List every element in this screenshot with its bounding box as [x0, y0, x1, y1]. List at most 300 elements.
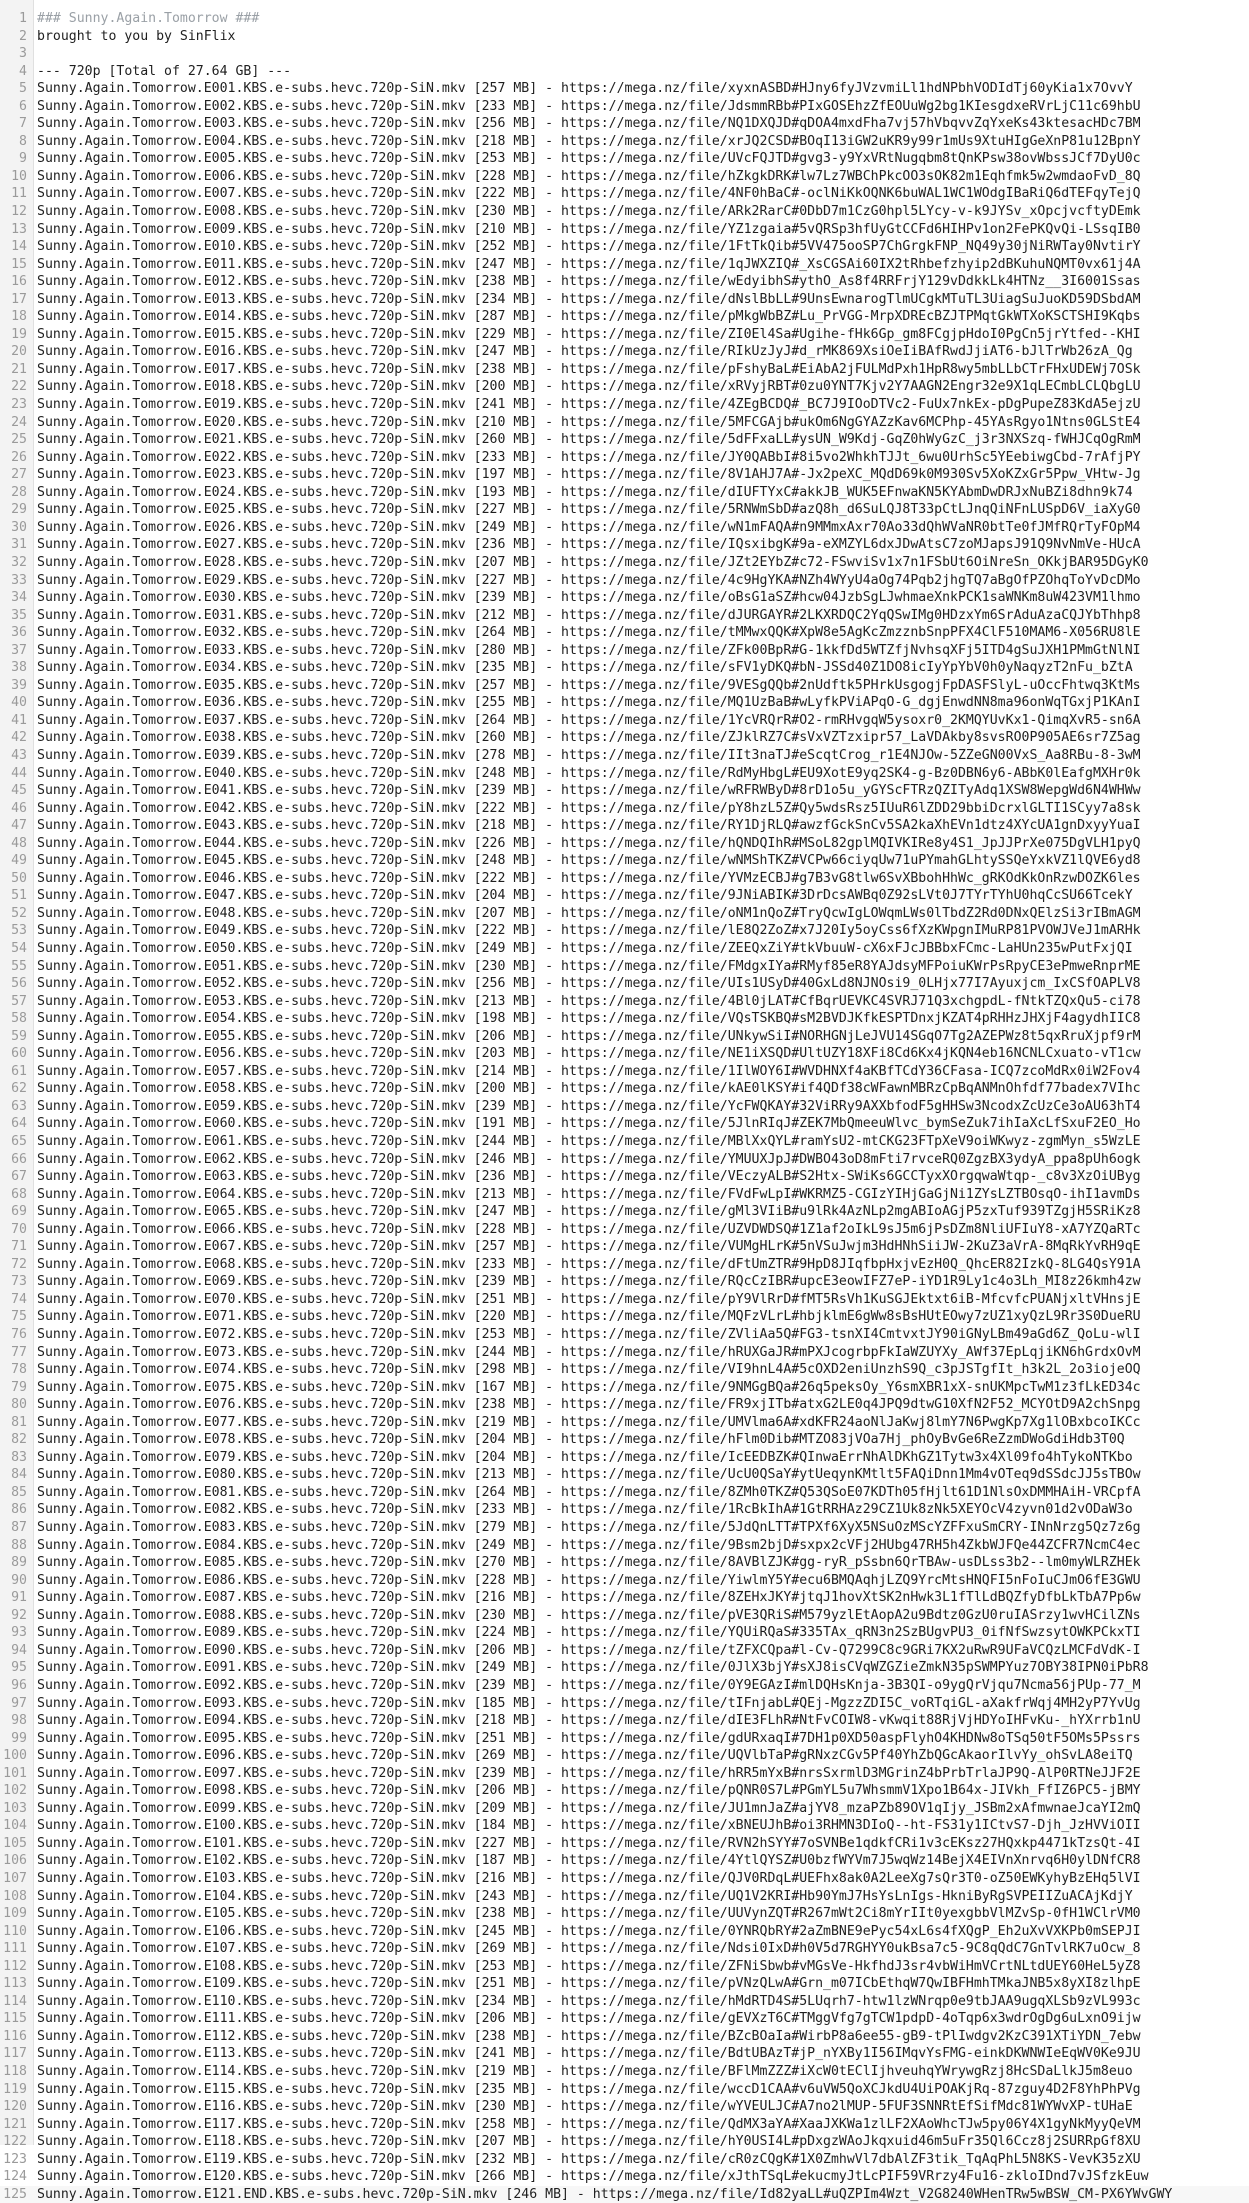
file-entry-line[interactable] [0, 1133, 1249, 1151]
line-text: Sunny.Again.Tomorrow.E013.KBS.e-subs.hevc.720p-SiN.mkv [234 MB] - https://mega.nz/file/dNslBbLL#9UnsEwnarogTlmUCgkMTuTL3UiagSuJuoKD59DSbdAM [37, 291, 1141, 307]
file-entry-line[interactable] [0, 519, 1249, 537]
file-entry-line[interactable] [0, 1256, 1249, 1274]
file-entry-line[interactable] [0, 343, 1249, 361]
file-entry-line[interactable] [0, 203, 1249, 221]
line-number: 100 [3, 1748, 27, 1764]
file-entry-line[interactable] [0, 1659, 1249, 1677]
line-text: Sunny.Again.Tomorrow.E097.KBS.e-subs.hevc.720p-SiN.mkv [239 MB] - https://mega.nz/file/hRR5mYxB#nrsSxrmlD3MGrinZ4bPrbTrlaJP9Q-AlP0RTNeJJF2E [37, 1765, 1141, 1781]
line-text: Sunny.Again.Tomorrow.E012.KBS.e-subs.hevc.720p-SiN.mkv [238 MB] - https://mega.nz/file/wEdyibhS#ythO_As8f4RRFrjY129vDdkkLk4HTNz__3I6001Ssas [37, 274, 1141, 290]
file-entry-line[interactable] [0, 2045, 1249, 2063]
line-number: 34 [11, 590, 27, 606]
line-text: Sunny.Again.Tomorrow.E093.KBS.e-subs.hevc.720p-SiN.mkv [185 MB] - https://mega.nz/file/tIFnjabL#QEj-MgzzZDI5C_voRTqiGL-aXakfrWqj4MH2yP7YvUg [37, 1695, 1141, 1711]
line-text: ### Sunny.Again.Tomorrow ### [37, 11, 260, 26]
file-entry-line[interactable] [0, 1537, 1249, 1555]
file-entry-line[interactable] [0, 1045, 1249, 1063]
line-number: 117 [3, 2046, 27, 2062]
line-number: 80 [11, 1397, 27, 1413]
file-entry-line[interactable] [0, 1607, 1249, 1625]
file-entry-line[interactable] [0, 1554, 1249, 1572]
file-entry-line[interactable] [0, 747, 1249, 765]
file-entry-line[interactable] [0, 782, 1249, 800]
line-number: 105 [3, 1835, 27, 1851]
file-entry-line[interactable] [0, 1326, 1249, 1344]
line-number: 86 [11, 1502, 27, 1518]
line-number: 48 [11, 835, 27, 851]
file-entry-line[interactable] [0, 1923, 1249, 1941]
header-line[interactable] [0, 45, 1249, 63]
line-text [33, 45, 1249, 63]
line-number: 63 [11, 1098, 27, 1114]
file-entry-line[interactable] [0, 1344, 1249, 1362]
line-text: Sunny.Again.Tomorrow.E021.KBS.e-subs.hevc.720p-SiN.mkv [260 MB] - https://mega.nz/file/5dFFxaLL#ysUN_W9Kdj-GqZ0hWyGzC_j3r3NXSzq-fWHJCqOgRmM [37, 432, 1141, 448]
line-number: 44 [11, 765, 27, 781]
file-entry-line[interactable] [0, 1431, 1249, 1449]
file-entry-line[interactable] [0, 414, 1249, 432]
line-text: Sunny.Again.Tomorrow.E050.KBS.e-subs.hevc.720p-SiN.mkv [249 MB] - https://mega.nz/file/ZEEQxZiY#tkVbuuW-cX6xFJcJBBbxFCmc-LaHUn235wPutFxjQI [37, 940, 1133, 956]
line-number: 5 [19, 81, 27, 97]
line-text: Sunny.Again.Tomorrow.E101.KBS.e-subs.hevc.720p-SiN.mkv [227 MB] - https://mega.nz/file/RVN2hSYY#7oSVNBe1qdkfCRi1v3cEKsz27HQxkp4471kTzsQt-4I [37, 1835, 1141, 1851]
line-number: 91 [11, 1590, 27, 1606]
line-text: Sunny.Again.Tomorrow.E114.KBS.e-subs.hevc.720p-SiN.mkv [219 MB] - https://mega.nz/file/BFlMmZZZ#iXcW0tEClIjhveuhqYWrywgRzj8HcSDaLlkJ5m8euo [37, 2063, 1133, 2079]
line-number: 94 [11, 1642, 27, 1658]
file-entry-line[interactable] [0, 98, 1249, 116]
file-entry-line[interactable] [0, 1484, 1249, 1502]
file-entry-line[interactable] [0, 1888, 1249, 1906]
header-line[interactable] [0, 28, 1249, 46]
file-entry-line[interactable] [0, 2098, 1249, 2116]
line-number: 79 [11, 1379, 27, 1395]
file-entry-line[interactable] [0, 2116, 1249, 2134]
line-number: 62 [11, 1081, 27, 1097]
line-text: Sunny.Again.Tomorrow.E029.KBS.e-subs.hevc.720p-SiN.mkv [227 MB] - https://mega.nz/file/4c9HgYKA#NZh4WYyU4aOg74Pqb2jhgTQ7aBgOfPZOhqToYvDcDMo [37, 572, 1141, 588]
file-entry-line[interactable] [0, 1449, 1249, 1467]
file-entry-line[interactable] [0, 2133, 1249, 2151]
line-number: 9 [19, 151, 27, 167]
line-text: Sunny.Again.Tomorrow.E066.KBS.e-subs.hevc.720p-SiN.mkv [228 MB] - https://mega.nz/file/UZVDWDSQ#1Z1af2oIkL9sJ5m6jPsDZm8NliUFIuY8-xA7YZQaRTc [37, 1221, 1141, 1237]
line-number: 85 [11, 1484, 27, 1500]
file-entry-line[interactable] [0, 624, 1249, 642]
line-number: 115 [3, 2011, 27, 2027]
line-text: Sunny.Again.Tomorrow.E060.KBS.e-subs.hevc.720p-SiN.mkv [191 MB] - https://mega.nz/file/5JlnRIqJ#ZEK7MbQmeeuWlvc_bymSeZuk7ihIaXcLfSxuF2EO_Ho [37, 1116, 1141, 1132]
line-text: Sunny.Again.Tomorrow.E108.KBS.e-subs.hevc.720p-SiN.mkv [253 MB] - https://mega.nz/file/ZFNiSbwb#vMGsVe-HkfhdJ3sr4vbWiHmVCrtNLtdUEY60HeL5yZ8 [37, 1958, 1141, 1974]
line-text: Sunny.Again.Tomorrow.E003.KBS.e-subs.hevc.720p-SiN.mkv [256 MB] - https://mega.nz/file/NQ1DXQJD#qDOA4mxdFha7vj57hVbqvvZqYxeKs43ktesacHDc7BM [37, 116, 1141, 132]
line-number: 6 [19, 98, 27, 114]
header-line[interactable] [0, 10, 1249, 28]
line-number: 111 [3, 1941, 27, 1957]
file-entry-line[interactable] [0, 1852, 1249, 1870]
line-text: Sunny.Again.Tomorrow.E115.KBS.e-subs.hevc.720p-SiN.mkv [235 MB] - https://mega.nz/file/wccD1CAA#v6uVW5QoXCJkdU4UiPOAKjRq-87zguy4D2F8YhPhPVg [37, 2081, 1141, 2097]
line-text: Sunny.Again.Tomorrow.E022.KBS.e-subs.hevc.720p-SiN.mkv [233 MB] - https://mega.nz/file/JY0QABbI#8i5vo2WhkhTJJt_6wu0UrhSc5YEebiwgCbd-7rAfjPY [37, 449, 1141, 465]
file-entry-line[interactable] [0, 1958, 1249, 1976]
line-text: Sunny.Again.Tomorrow.E118.KBS.e-subs.hevc.720p-SiN.mkv [207 MB] - https://mega.nz/file/hY0USI4L#pDxgzWAoJkqxuid46m5uFr35Ql6Ccz8j2SURRpGf8XU [37, 2134, 1141, 2150]
line-text: Sunny.Again.Tomorrow.E058.KBS.e-subs.hevc.720p-SiN.mkv [200 MB] - https://mega.nz/file/kAE0lKSY#if4QDf38cWFawnMBRzCpBqANMnOhfdf77badex7VIhc [37, 1081, 1141, 1097]
line-text: Sunny.Again.Tomorrow.E044.KBS.e-subs.hevc.720p-SiN.mkv [226 MB] - https://mega.nz/file/hQNDQIhR#MSoL82gplMQIVKIRe8y4S1_JpJJPrXe075DgVLH1pyQ [37, 835, 1141, 851]
file-entry-line[interactable] [0, 2186, 1249, 2203]
header-line[interactable] [0, 63, 1249, 81]
file-entry-line[interactable] [0, 712, 1249, 730]
line-text: Sunny.Again.Tomorrow.E102.KBS.e-subs.hevc.720p-SiN.mkv [187 MB] - https://mega.nz/file/4YtlQYSZ#U0bzfWYVm7J5wqWz14BejX4EIVnXnrvq6H0ylDNfCR8 [37, 1853, 1141, 1869]
file-entry-line[interactable] [0, 1080, 1249, 1098]
file-entry-line[interactable] [0, 115, 1249, 133]
line-text: Sunny.Again.Tomorrow.E111.KBS.e-subs.hevc.720p-SiN.mkv [206 MB] - https://mega.nz/file/gEVXzT6C#TMggVfg7gTCW1pdpD-4oTqp6x3wdrOgDg6uLxnO9ijw [37, 2011, 1141, 2027]
file-entry-line[interactable] [0, 1221, 1249, 1239]
line-text: Sunny.Again.Tomorrow.E113.KBS.e-subs.hevc.720p-SiN.mkv [241 MB] - https://mega.nz/file/BdtUBAzT#jP_nYXBy1I56IMqvYsFMG-einkDKWNWIeEqWV0Ke9JU [37, 2046, 1141, 2062]
line-text: Sunny.Again.Tomorrow.E119.KBS.e-subs.hevc.720p-SiN.mkv [232 MB] - https://mega.nz/file/cR0zCQgK#1X0ZmhwVl7dbAlZF3tik_TqAqPhL5N8KS-VevK35zXU [37, 2151, 1141, 2167]
line-text: Sunny.Again.Tomorrow.E107.KBS.e-subs.hevc.720p-SiN.mkv [269 MB] - https://mega.nz/file/Ndsi0IxD#h0V5d7RGHYY0ukBsa7c5-9C8qQdC7GnTvlRK7uOcw_8 [37, 1941, 1141, 1957]
file-entry-line[interactable] [0, 361, 1249, 379]
line-number: 4 [19, 63, 27, 79]
line-text: Sunny.Again.Tomorrow.E051.KBS.e-subs.hevc.720p-SiN.mkv [230 MB] - https://mega.nz/file/FMdgxIYa#RMyf85eR8YAJdsyMFPoiuKWrPsRpyCE3ePmweRnprME [37, 958, 1141, 974]
file-entry-line[interactable] [0, 150, 1249, 168]
line-text: Sunny.Again.Tomorrow.E011.KBS.e-subs.hevc.720p-SiN.mkv [247 MB] - https://mega.nz/file/1qJWXZIQ#_XsCGSAi60IX2tRhbefzhyip2dBKuhuNQMT0vx61j4A [37, 256, 1141, 272]
line-text: Sunny.Again.Tomorrow.E063.KBS.e-subs.hevc.720p-SiN.mkv [236 MB] - https://mega.nz/file/VEczyALB#S2Htx-SWiKs6GCCTyxXOrgqwaWtqp-_c8v3XzOiUByg [37, 1169, 1141, 1185]
line-number: 50 [11, 870, 27, 886]
file-entry-line[interactable] [0, 1379, 1249, 1397]
line-text: Sunny.Again.Tomorrow.E020.KBS.e-subs.hevc.720p-SiN.mkv [210 MB] - https://mega.nz/file/5MFCGAjb#ukOm6NgGYAZzKav6MCPhp-45YAsRgyo1Ntns0GLStE4 [37, 414, 1141, 430]
line-number: 97 [11, 1695, 27, 1711]
file-entry-line[interactable] [0, 168, 1249, 186]
line-text: Sunny.Again.Tomorrow.E068.KBS.e-subs.hevc.720p-SiN.mkv [233 MB] - https://mega.nz/file/dFtUmZTR#9HpD8JIqfbpHxjvEzH0Q_QhcER82IzkQ-8LG4QsY91A [37, 1256, 1141, 1272]
line-text: Sunny.Again.Tomorrow.E045.KBS.e-subs.hevc.720p-SiN.mkv [248 MB] - https://mega.nz/file/wNMShTKZ#VCPw66ciyqUw71uPYmahGLhtySSQeYxkVZ1lQVE6yd8 [37, 853, 1141, 869]
editor-lines [0, 10, 1249, 2203]
file-entry-line[interactable] [0, 905, 1249, 923]
file-entry-line[interactable] [0, 2151, 1249, 2169]
file-entry-line[interactable] [0, 2010, 1249, 2028]
file-entry-line[interactable] [0, 1273, 1249, 1291]
line-number: 77 [11, 1344, 27, 1360]
line-text: Sunny.Again.Tomorrow.E074.KBS.e-subs.hevc.720p-SiN.mkv [298 MB] - https://mega.nz/file/VI9hnL4A#5cOXD2eniUnzhS9Q_c3pJSTgfIt_h3k2L_2o3iojeOQ [37, 1362, 1141, 1378]
file-entry-line[interactable] [0, 256, 1249, 274]
file-entry-line[interactable] [0, 1782, 1249, 1800]
file-entry-line[interactable] [0, 870, 1249, 888]
line-text: Sunny.Again.Tomorrow.E054.KBS.e-subs.hevc.720p-SiN.mkv [198 MB] - https://mega.nz/file/VQsTSKBQ#sM2BVDJKfkESPTDnxjKZAT4pRHHzJHXjF4agydhIIC8 [37, 1011, 1141, 1027]
line-number: 88 [11, 1537, 27, 1553]
line-number: 38 [11, 660, 27, 676]
file-entry-line[interactable] [0, 1695, 1249, 1713]
file-entry-line[interactable] [0, 449, 1249, 467]
file-entry-line[interactable] [0, 1817, 1249, 1835]
file-entry-line[interactable] [0, 729, 1249, 747]
file-entry-line[interactable] [0, 378, 1249, 396]
line-text: Sunny.Again.Tomorrow.E024.KBS.e-subs.hevc.720p-SiN.mkv [193 MB] - https://mega.nz/file/dIUFTYxC#akkJB_WUK5EFnwaKN5KYAbmDwDRJxNuBZi8dhn9k74 [37, 484, 1133, 500]
line-number: 56 [11, 976, 27, 992]
file-entry-line[interactable] [0, 1800, 1249, 1818]
file-entry-line[interactable] [0, 1414, 1249, 1432]
line-number: 66 [11, 1151, 27, 1167]
file-entry-line[interactable] [0, 1870, 1249, 1888]
line-number: 121 [3, 2116, 27, 2132]
file-entry-line[interactable] [0, 1466, 1249, 1484]
line-text: Sunny.Again.Tomorrow.E080.KBS.e-subs.hevc.720p-SiN.mkv [213 MB] - https://mega.nz/file/UcU0QSaY#ytUeqynKMtlt5FAQiDnn1Mm4vOTeq9dSSdcJJ5sTBOw [37, 1467, 1141, 1483]
line-text: Sunny.Again.Tomorrow.E096.KBS.e-subs.hevc.720p-SiN.mkv [269 MB] - https://mega.nz/file/UQVlbTaP#gRNxzCGv5Pf40YhZbQGcAkaorIlvYy_ohSvLA8eiTQ [37, 1748, 1133, 1764]
file-entry-line[interactable] [0, 940, 1249, 958]
file-entry-line[interactable] [0, 589, 1249, 607]
file-entry-line[interactable] [0, 396, 1249, 414]
line-text: Sunny.Again.Tomorrow.E087.KBS.e-subs.hevc.720p-SiN.mkv [216 MB] - https://mega.nz/file/8ZEHxJKY#jtqJ1hovXtSK2nHwk3L1fTlLdBQZfyDfbLkTbA7Pp6w [37, 1590, 1141, 1606]
file-entry-line[interactable] [0, 958, 1249, 976]
line-number: 55 [11, 958, 27, 974]
file-entry-line[interactable] [0, 1642, 1249, 1660]
line-text: Sunny.Again.Tomorrow.E103.KBS.e-subs.hevc.720p-SiN.mkv [216 MB] - https://mega.nz/file/QJV0RDqL#UEFhx8ak0A2LeeXg7sQr3T0-oZ50EWKyhyBzEHq5lVI [37, 1870, 1141, 1886]
file-entry-line[interactable] [0, 536, 1249, 554]
line-text: Sunny.Again.Tomorrow.E073.KBS.e-subs.hevc.720p-SiN.mkv [244 MB] - https://mega.nz/file/hRUXGaJR#mPXJcogrbpFkIaWZUYXy_AWf37EpLqjiKN6hGrdxOvM [37, 1344, 1141, 1360]
line-number: 46 [11, 800, 27, 816]
line-number: 106 [3, 1853, 27, 1869]
file-entry-line[interactable] [0, 2028, 1249, 2046]
file-entry-line[interactable] [0, 554, 1249, 572]
file-entry-line[interactable] [0, 1308, 1249, 1326]
file-entry-line[interactable] [0, 2063, 1249, 2081]
line-number: 41 [11, 712, 27, 728]
line-number: 107 [3, 1870, 27, 1886]
file-entry-line[interactable] [0, 1168, 1249, 1186]
file-entry-line[interactable] [0, 484, 1249, 502]
file-entry-line[interactable] [0, 1975, 1249, 1993]
line-text: Sunny.Again.Tomorrow.E019.KBS.e-subs.hevc.720p-SiN.mkv [241 MB] - https://mega.nz/file/4ZEgBCDQ#_BC7J9IOoDTVc2-FuUx7nkEx-pDgPupeZ83KdA5ejzU [37, 397, 1141, 413]
file-entry-line[interactable] [0, 1028, 1249, 1046]
line-number: 60 [11, 1046, 27, 1062]
file-entry-line[interactable] [0, 765, 1249, 783]
line-number: 123 [3, 2151, 27, 2167]
file-entry-line[interactable] [0, 1905, 1249, 1923]
file-entry-line[interactable] [0, 1151, 1249, 1169]
file-entry-line[interactable] [0, 1747, 1249, 1765]
line-text: Sunny.Again.Tomorrow.E014.KBS.e-subs.hevc.720p-SiN.mkv [287 MB] - https://mega.nz/file/pMkgWbBZ#Lu_PrVGG-MrpXDREcBZJTPMqtGkWTXoKSCTSHI9Kqbs [37, 309, 1141, 325]
file-entry-line[interactable] [0, 1361, 1249, 1379]
line-text: Sunny.Again.Tomorrow.E015.KBS.e-subs.hevc.720p-SiN.mkv [229 MB] - https://mega.nz/file/ZI0El4Sa#Ugihe-fHk6Gp_gm8FCgjpHdoI0PgCn5jrYtfed--KHI [37, 326, 1141, 342]
line-number: 31 [11, 537, 27, 553]
file-entry-line[interactable] [0, 1010, 1249, 1028]
line-text: Sunny.Again.Tomorrow.E008.KBS.e-subs.hevc.720p-SiN.mkv [230 MB] - https://mega.nz/file/ARk2RarC#0DbD7m1CzG0hpl5LYcy-v-k9JYSv_xOpcjvcftyDEmk [37, 204, 1141, 220]
line-number: 74 [11, 1291, 27, 1307]
file-entry-line[interactable] [0, 326, 1249, 344]
file-entry-line[interactable] [0, 922, 1249, 940]
file-entry-line[interactable] [0, 1765, 1249, 1783]
line-text: Sunny.Again.Tomorrow.E064.KBS.e-subs.hevc.720p-SiN.mkv [213 MB] - https://mega.nz/file/FVdFwLpI#WKRMZ5-CGIzYIHjGaGjNi1ZYsLZTBOsqO-ihI1avmDs [37, 1186, 1141, 1202]
line-text: Sunny.Again.Tomorrow.E071.KBS.e-subs.hevc.720p-SiN.mkv [220 MB] - https://mega.nz/file/MQFzVLrL#hbjklmE6gWw8sBsHUtEOwy7zUZ1xyQzL9Rr3S0DueRU [37, 1309, 1141, 1325]
line-number: 87 [11, 1520, 27, 1536]
line-number: 49 [11, 853, 27, 869]
line-number: 26 [11, 449, 27, 465]
line-text: Sunny.Again.Tomorrow.E053.KBS.e-subs.hevc.720p-SiN.mkv [213 MB] - https://mega.nz/file/4Bl0jLAT#CfBqrUEVKC4SVRJ71Q3xchgpdL-fNtkTZQxQu5-ci78 [37, 993, 1141, 1009]
file-entry-line[interactable] [0, 1835, 1249, 1853]
line-text: Sunny.Again.Tomorrow.E079.KBS.e-subs.hevc.720p-SiN.mkv [204 MB] - https://mega.nz/file/IcEEDBZK#QInwaErrNhAlDKhGZ1Tytw3x4Xl09fo4hTykoNTKbo [37, 1449, 1133, 1465]
line-number: 14 [11, 239, 27, 255]
line-number: 67 [11, 1169, 27, 1185]
line-number: 81 [11, 1414, 27, 1430]
line-number: 101 [3, 1765, 27, 1781]
line-text: Sunny.Again.Tomorrow.E048.KBS.e-subs.hevc.720p-SiN.mkv [207 MB] - https://mega.nz/file/oNM1nQoZ#TryQcwIgLOWqmLWs0lTbdZ2Rd0DNxQElzSi3rIBmAGM [37, 905, 1141, 921]
line-text: Sunny.Again.Tomorrow.E005.KBS.e-subs.hevc.720p-SiN.mkv [253 MB] - https://mega.nz/file/UVcFQJTD#gvg3-y9YxVRtNugqbm8tQnKPsw38ovWbssJCf7DyU0c [37, 151, 1141, 167]
line-number: 84 [11, 1467, 27, 1483]
line-number: 71 [11, 1239, 27, 1255]
line-number: 82 [11, 1432, 27, 1448]
line-text: Sunny.Again.Tomorrow.E034.KBS.e-subs.hevc.720p-SiN.mkv [235 MB] - https://mega.nz/file/sFV1yDKQ#bN-JSSd40Z1DO8icIyYpYbV0h0yNaqyzT2nFu_bZtA [37, 660, 1133, 676]
line-number: 30 [11, 519, 27, 535]
file-entry-line[interactable] [0, 1572, 1249, 1590]
file-entry-line[interactable] [0, 1501, 1249, 1519]
file-entry-line[interactable] [0, 800, 1249, 818]
file-entry-line[interactable] [0, 1186, 1249, 1204]
file-entry-line[interactable] [0, 1203, 1249, 1221]
file-entry-line[interactable] [0, 431, 1249, 449]
file-entry-line[interactable] [0, 677, 1249, 695]
file-entry-line[interactable] [0, 817, 1249, 835]
line-text: Sunny.Again.Tomorrow.E110.KBS.e-subs.hevc.720p-SiN.mkv [234 MB] - https://mega.nz/file/hMdRTD4S#5LUqrh7-htw1lzWNrqp0e9tbJAA9ugqXLSb9zVL993c [37, 1993, 1141, 2009]
file-entry-line[interactable] [0, 501, 1249, 519]
line-text: Sunny.Again.Tomorrow.E009.KBS.e-subs.hevc.720p-SiN.mkv [210 MB] - https://mega.nz/file/YZ1zgaia#5vQRSp3hfUyGtCCFd6HIHPv1on2FePKQvQi-LSsqIB0 [37, 221, 1141, 237]
line-text: Sunny.Again.Tomorrow.E120.KBS.e-subs.hevc.720p-SiN.mkv [266 MB] - https://mega.nz/file/xJthTSqL#ekucmyJtLcPIF59VRrzy4Fu16-zkloIDnd7vJSfzkEuw [37, 2169, 1149, 2185]
line-number: 52 [11, 905, 27, 921]
line-number: 104 [3, 1818, 27, 1834]
line-text: Sunny.Again.Tomorrow.E055.KBS.e-subs.hevc.720p-SiN.mkv [206 MB] - https://mega.nz/file/UNkywSiI#NORHGNjLeJVU14SGqO7Tg2AZEPWz8t5qxRruXjpf9rM [37, 1028, 1141, 1044]
file-entry-line[interactable] [0, 1993, 1249, 2011]
line-number: 69 [11, 1204, 27, 1220]
line-number: 90 [11, 1572, 27, 1588]
file-entry-line[interactable] [0, 1624, 1249, 1642]
file-entry-line[interactable] [0, 1519, 1249, 1537]
line-text: Sunny.Again.Tomorrow.E100.KBS.e-subs.hevc.720p-SiN.mkv [184 MB] - https://mega.nz/file/xBNEUJhB#oi3RHMN3DIoQ--ht-FS31y1ICtvS7-Djh_JzHVViOII [37, 1818, 1141, 1834]
line-text: Sunny.Again.Tomorrow.E025.KBS.e-subs.hevc.720p-SiN.mkv [227 MB] - https://mega.nz/file/5RNWmSbD#azQ8h_d6SuLQJ8T33pCtLJnqQiNFnLUSpD6V_iaXyG0 [37, 502, 1141, 518]
line-number: 92 [11, 1607, 27, 1623]
file-entry-line[interactable] [0, 572, 1249, 590]
file-entry-line[interactable] [0, 887, 1249, 905]
line-number: 19 [11, 326, 27, 342]
line-number: 47 [11, 818, 27, 834]
line-number: 73 [11, 1274, 27, 1290]
line-number: 96 [11, 1677, 27, 1693]
file-entry-line[interactable] [0, 694, 1249, 712]
line-text: Sunny.Again.Tomorrow.E033.KBS.e-subs.hevc.720p-SiN.mkv [280 MB] - https://mega.nz/file/ZFk00BpR#G-1kkfDd5WTZfjNvhsqXFj5ITD4gSuJXH1PMmGtNlNI [37, 642, 1141, 658]
line-text: Sunny.Again.Tomorrow.E075.KBS.e-subs.hevc.720p-SiN.mkv [167 MB] - https://mega.nz/file/9NMGgBQa#26q5peksOy_Y6smXBR1xX-snUKMpcTwM1z3fLkED34c [37, 1379, 1141, 1395]
file-entry-line[interactable] [0, 466, 1249, 484]
line-number: 59 [11, 1028, 27, 1044]
line-text: Sunny.Again.Tomorrow.E086.KBS.e-subs.hevc.720p-SiN.mkv [228 MB] - https://mega.nz/file/YiwlmY5Y#ecu6BMQAqhjLZQ9YrcMtsHNQFI5nFoIuCJmO6fE3GWU [37, 1572, 1141, 1588]
line-number: 27 [11, 467, 27, 483]
line-number: 93 [11, 1625, 27, 1641]
line-text: Sunny.Again.Tomorrow.E112.KBS.e-subs.hevc.720p-SiN.mkv [238 MB] - https://mega.nz/file/BZcBOaIa#WirbP8a6ee55-gB9-tPlIwdgv2KzC391XTiYDN_7ebw [37, 2028, 1141, 2044]
file-entry-line[interactable] [0, 659, 1249, 677]
line-number: 70 [11, 1221, 27, 1237]
file-entry-line[interactable] [0, 607, 1249, 625]
line-text: Sunny.Again.Tomorrow.E091.KBS.e-subs.hevc.720p-SiN.mkv [249 MB] - https://mega.nz/file/0JlX3bjY#sXJ8isCVqWZGZieZmkN35pSWMPYuz7OBY38IPN0iPbR8 [37, 1660, 1149, 1676]
file-entry-line[interactable] [0, 2168, 1249, 2186]
file-entry-line[interactable] [0, 291, 1249, 309]
line-number: 13 [11, 221, 27, 237]
line-text: Sunny.Again.Tomorrow.E046.KBS.e-subs.hevc.720p-SiN.mkv [222 MB] - https://mega.nz/file/YVMzECBJ#g7B3vG8tlw6SvXBbohHhWc_gRKOdKkOnRzwDOZK6les [37, 870, 1141, 886]
file-entry-line[interactable] [0, 238, 1249, 256]
line-number: 12 [11, 204, 27, 220]
file-entry-line[interactable] [0, 1677, 1249, 1695]
file-entry-line[interactable] [0, 221, 1249, 239]
line-number: 51 [11, 888, 27, 904]
line-text: brought to you by SinFlix [37, 28, 236, 44]
line-number: 83 [11, 1449, 27, 1465]
line-text: Sunny.Again.Tomorrow.E072.KBS.e-subs.hevc.720p-SiN.mkv [253 MB] - https://mega.nz/file/ZVliAa5Q#FG3-tsnXI4CmtvxtJY90iGNyLBm49aGd6Z_QoLu-wlI [37, 1327, 1141, 1343]
line-text: Sunny.Again.Tomorrow.E056.KBS.e-subs.hevc.720p-SiN.mkv [203 MB] - https://mega.nz/file/NE1iXSQD#UltUZY18XFi8Cd6Kx4jKQN4eb16NCNLCxuato-vT1cw [37, 1046, 1141, 1062]
file-entry-line[interactable] [0, 993, 1249, 1011]
line-text: Sunny.Again.Tomorrow.E047.KBS.e-subs.hevc.720p-SiN.mkv [204 MB] - https://mega.nz/file/9JNiABIK#3DrDcsAWBq0Z92sLVt0J7TYrTYhU0hqCcSU66TcekY [37, 888, 1133, 904]
file-entry-line[interactable] [0, 1730, 1249, 1748]
file-entry-line[interactable] [0, 185, 1249, 203]
line-number: 2 [19, 28, 27, 44]
file-entry-line[interactable] [0, 1940, 1249, 1958]
line-number: 42 [11, 730, 27, 746]
file-entry-line[interactable] [0, 1712, 1249, 1730]
file-entry-line[interactable] [0, 1589, 1249, 1607]
file-entry-line[interactable] [0, 835, 1249, 853]
line-number: 17 [11, 291, 27, 307]
file-entry-line[interactable] [0, 2081, 1249, 2099]
file-entry-line[interactable] [0, 1115, 1249, 1133]
file-entry-line[interactable] [0, 80, 1249, 98]
line-number: 11 [11, 186, 27, 202]
line-text: Sunny.Again.Tomorrow.E042.KBS.e-subs.hevc.720p-SiN.mkv [222 MB] - https://mega.nz/file/pY8hzL5Z#Qy5wdsRsz5IUuR6lZDD29bbiDcrxlGLTI1SCyy7a8sk [37, 800, 1141, 816]
line-number: 28 [11, 484, 27, 500]
line-number: 64 [11, 1116, 27, 1132]
file-entry-line[interactable] [0, 1396, 1249, 1414]
line-text: Sunny.Again.Tomorrow.E109.KBS.e-subs.hevc.720p-SiN.mkv [251 MB] - https://mega.nz/file/pVNzQLwA#Grn_m07ICbEthqW7QwIBFHmhTMkaJNB5x8yXI8zlhpE [37, 1976, 1141, 1992]
file-entry-line[interactable] [0, 1291, 1249, 1309]
file-entry-line[interactable] [0, 1063, 1249, 1081]
line-text: Sunny.Again.Tomorrow.E099.KBS.e-subs.hevc.720p-SiN.mkv [209 MB] - https://mega.nz/file/JU1mnJaZ#ajYV8_mzaPZb89OV1qIjy_JSBm2xAfmwnaeJcaYI2mQ [37, 1800, 1141, 1816]
line-number: 119 [3, 2081, 27, 2097]
line-number: 29 [11, 502, 27, 518]
file-entry-line[interactable] [0, 308, 1249, 326]
line-text: Sunny.Again.Tomorrow.E083.KBS.e-subs.hevc.720p-SiN.mkv [279 MB] - https://mega.nz/file/5JdQnLTT#TPXf6XyX5NSuOzMScYZFFxuSmCRY-INnNrzg5Qz7z6g [37, 1520, 1141, 1536]
file-entry-line[interactable] [0, 133, 1249, 151]
line-number: 102 [3, 1783, 27, 1799]
line-number: 10 [11, 168, 27, 184]
file-entry-line[interactable] [0, 852, 1249, 870]
file-entry-line[interactable] [0, 1098, 1249, 1116]
file-entry-line[interactable] [0, 975, 1249, 993]
line-number: 58 [11, 1011, 27, 1027]
line-text: Sunny.Again.Tomorrow.E081.KBS.e-subs.hevc.720p-SiN.mkv [264 MB] - https://mega.nz/file/8ZMh0TKZ#Q53QSoE07KDTh05fHjlt61D1NlsOxDMMHAiH-VRCpfA [37, 1484, 1141, 1500]
line-number: 39 [11, 677, 27, 693]
line-number: 78 [11, 1362, 27, 1378]
line-number: 54 [11, 940, 27, 956]
line-number: 24 [11, 414, 27, 430]
line-number: 18 [11, 309, 27, 325]
line-number: 8 [19, 133, 27, 149]
line-text: Sunny.Again.Tomorrow.E057.KBS.e-subs.hevc.720p-SiN.mkv [214 MB] - https://mega.nz/file/1IlWOY6I#WVDHNXf4aKBfTCdY36CFasa-ICQ7zcoMdRx0iW2Fov4 [37, 1063, 1141, 1079]
line-number: 53 [11, 923, 27, 939]
line-number: 7 [19, 116, 27, 132]
line-text: Sunny.Again.Tomorrow.E098.KBS.e-subs.hevc.720p-SiN.mkv [206 MB] - https://mega.nz/file/pQNR0S7L#PGmYL5u7WhsmmV1Xpo1B64x-JIVkh_FfIZ6PC5-jBMY [37, 1783, 1141, 1799]
line-text: Sunny.Again.Tomorrow.E028.KBS.e-subs.hevc.720p-SiN.mkv [207 MB] - https://mega.nz/file/JZt2EYbZ#c72-FSwviSv1x7n1FSbUt6OiNreSn_OKkjBAR95DGyK0 [37, 554, 1149, 570]
line-text: Sunny.Again.Tomorrow.E078.KBS.e-subs.hevc.720p-SiN.mkv [204 MB] - https://mega.nz/file/hFlm0Dib#MTZO83jVOa7Hj_phOyBvGe6ReZzmDWoGdiHdb3T0Q [37, 1432, 1125, 1448]
file-entry-line[interactable] [0, 273, 1249, 291]
line-text: Sunny.Again.Tomorrow.E043.KBS.e-subs.hevc.720p-SiN.mkv [218 MB] - https://mega.nz/file/RY1DjRLQ#awzfGckSnCv5SA2kaXhEVn1dtz4XYcUA1gnDxyyYuaI [37, 818, 1141, 834]
line-number: 65 [11, 1134, 27, 1149]
line-number: 23 [11, 397, 27, 413]
line-number: 103 [3, 1800, 27, 1816]
line-text: Sunny.Again.Tomorrow.E007.KBS.e-subs.hevc.720p-SiN.mkv [222 MB] - https://mega.nz/file/4NF0hBaC#-oclNiKkOQNK6buWAL1WC1WOdgIBaRiQ6dTEFqyTejQ [37, 186, 1141, 202]
file-entry-line[interactable] [0, 1238, 1249, 1256]
file-entry-line[interactable] [0, 642, 1249, 660]
line-text: Sunny.Again.Tomorrow.E092.KBS.e-subs.hevc.720p-SiN.mkv [239 MB] - https://mega.nz/file/0Y9EGAzI#mlDQHsKnja-3B3QI-o9ygQrVjqu7Ncma56jPUp-77_M [37, 1677, 1141, 1693]
line-number: 36 [11, 625, 27, 641]
line-number: 113 [3, 1976, 27, 1992]
line-number: 98 [11, 1713, 27, 1729]
line-text: Sunny.Again.Tomorrow.E088.KBS.e-subs.hevc.720p-SiN.mkv [230 MB] - https://mega.nz/file/pVE3QRiS#M579yzlEtAopA2u9Bdtz0GzU0ruIASrzy1wvHCilZNs [37, 1607, 1141, 1623]
line-number: 125 [3, 2186, 27, 2202]
line-number: 99 [11, 1730, 27, 1746]
line-text: Sunny.Again.Tomorrow.E089.KBS.e-subs.hevc.720p-SiN.mkv [224 MB] - https://mega.nz/file/YQUiRQaS#335TAx_qRN3n2SzBUgvPU3_0ifNfSwzsytOWKPCkxTI [37, 1625, 1141, 1641]
line-text: Sunny.Again.Tomorrow.E106.KBS.e-subs.hevc.720p-SiN.mkv [245 MB] - https://mega.nz/file/0YNRQbRY#2aZmBNE9ePyc54xL6s4fXQgP_Eh2uXvVXKPb0mSEPJI [37, 1923, 1141, 1939]
line-number: 110 [3, 1923, 27, 1939]
